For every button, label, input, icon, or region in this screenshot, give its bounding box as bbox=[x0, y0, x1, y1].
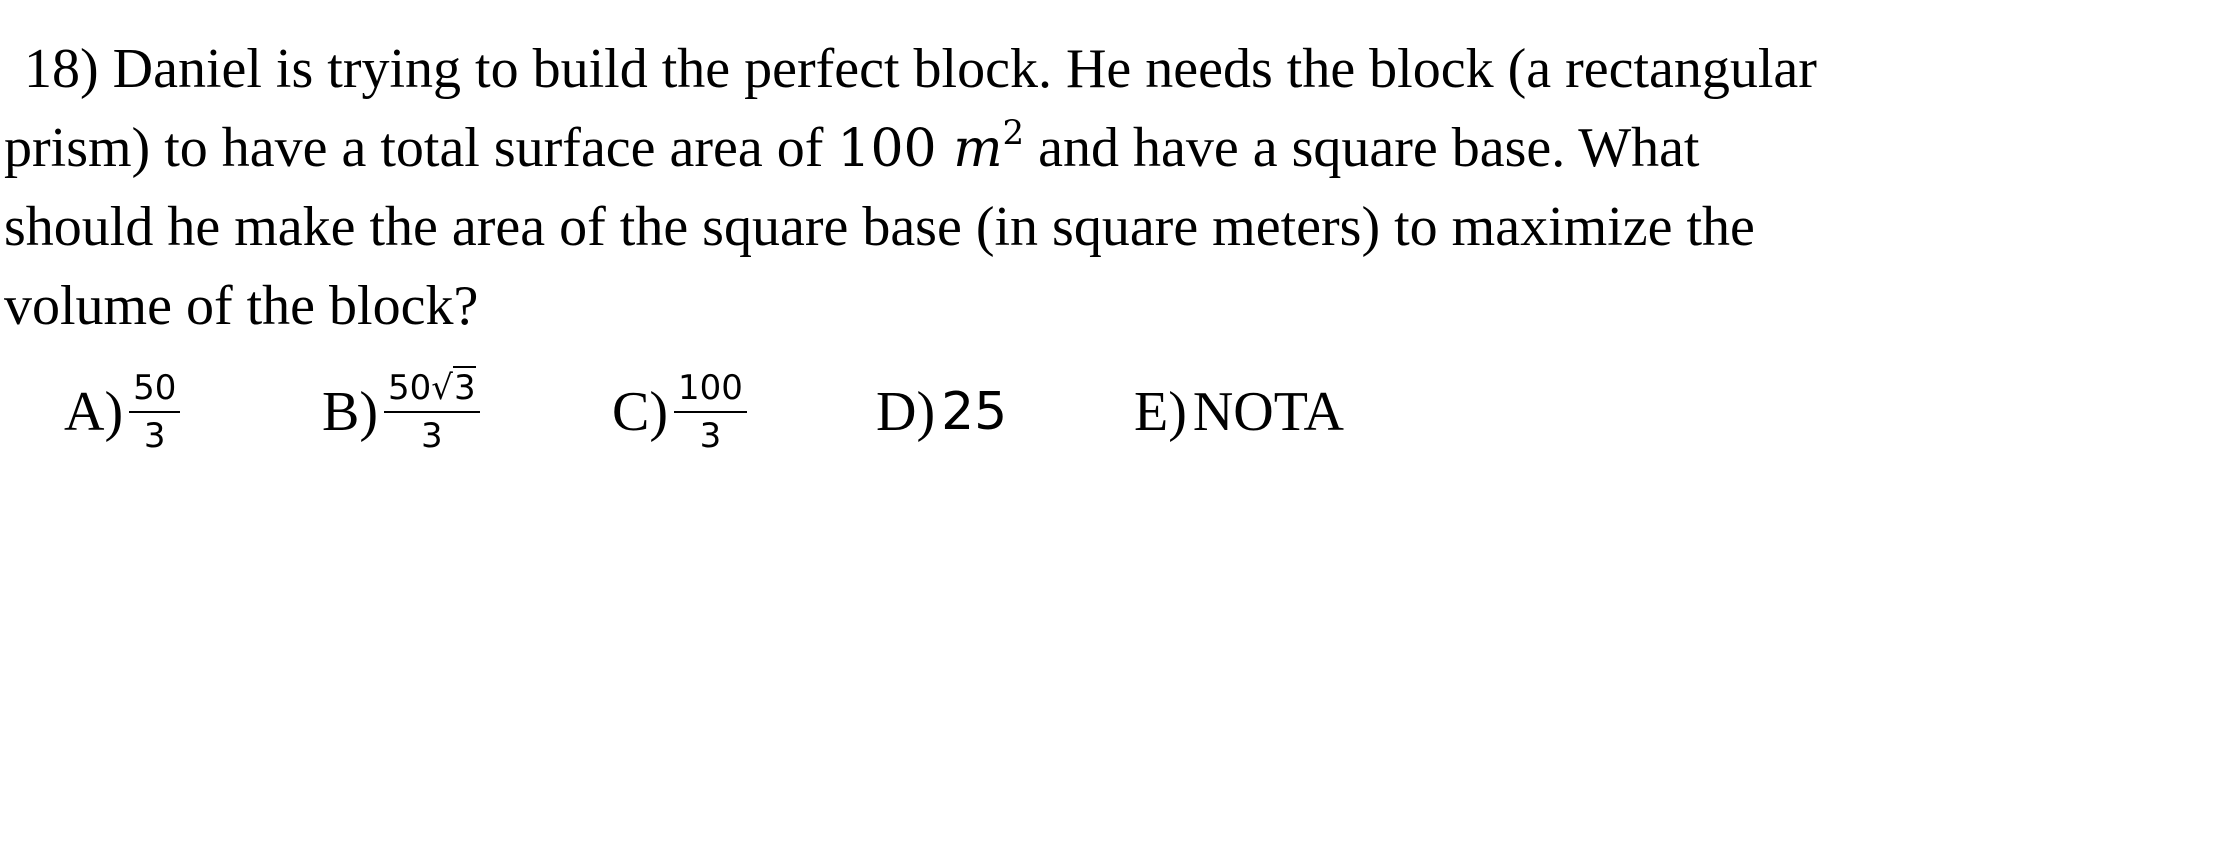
question-line-4: volume of the block? bbox=[4, 274, 479, 337]
square-root-icon: √ bbox=[431, 368, 453, 408]
answer-choices bbox=[0, 352, 1500, 472]
fraction: $\frac{50√3}{3}$ bbox=[384, 369, 480, 455]
choice-c: C) $\frac{100}{3}$ bbox=[612, 352, 747, 472]
choice-b: B) $\frac{50√3}{3}$ bbox=[322, 352, 480, 472]
question-text bbox=[4, 30, 1964, 345]
fraction: $\frac{100}{3}$ bbox=[674, 369, 747, 455]
surface-area-expression: 100 $m^2$ bbox=[837, 112, 1025, 179]
question-line-2: prism) to have a total surface area of 100 $m^2$ and have a square base. What bbox=[4, 112, 1700, 179]
choice-a: A) $\frac{50}{3}$ bbox=[64, 352, 180, 472]
question-number: 18) bbox=[24, 38, 99, 100]
question-line-1: 18) Daniel is trying to build the perfect block. He needs the block (a rectangular bbox=[24, 38, 1817, 100]
question-line-3: should he make the area of the square base (in square meters) to maximize the bbox=[4, 196, 1755, 258]
fraction: $\frac{50}{3}$ bbox=[129, 369, 180, 455]
choice-d: D) 25 bbox=[876, 381, 1008, 443]
choice-e: E) NOTA bbox=[1134, 381, 1344, 443]
